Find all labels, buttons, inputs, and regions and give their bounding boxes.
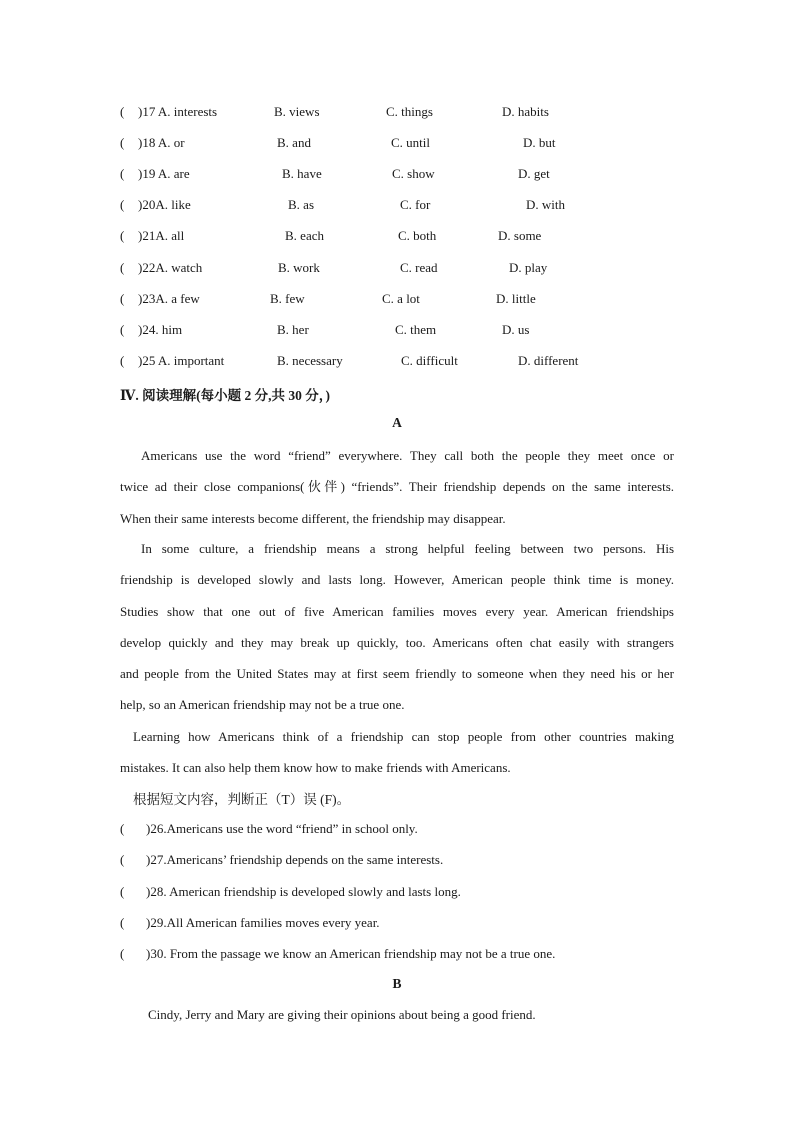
question-row-23 [120, 290, 600, 308]
answer-paren: ( [120, 228, 125, 243]
text-line: develop quickly and they may break up quickly, too. Americans often chat easily with strangers [120, 634, 674, 650]
answer-paren: ( [120, 821, 125, 836]
option-d: D. but [523, 135, 556, 150]
option-a: )24. him [138, 322, 183, 337]
answer-paren: ( [120, 852, 125, 867]
text-line: Learning how Americans think of a friendship can stop people from other countries making [133, 729, 674, 744]
option-b: B. and [277, 135, 311, 150]
option-a: )25 A. important [138, 353, 225, 368]
passage-a-paragraph-1 [120, 440, 674, 534]
option-d: D. us [502, 322, 530, 337]
passage-a-paragraph-3 [120, 721, 674, 784]
question-row-22 [120, 259, 600, 277]
option-b: B. have [282, 166, 322, 181]
question-row-19 [120, 165, 600, 183]
option-c: C. things [386, 104, 433, 119]
answer-paren: ( [120, 946, 125, 961]
option-a: )20A. like [138, 197, 191, 212]
option-b: B. few [270, 291, 305, 306]
option-c: C. a lot [382, 291, 420, 306]
option-a: )23A. a few [138, 291, 200, 306]
option-d: D. get [518, 166, 550, 181]
option-a: )18 A. or [138, 135, 185, 150]
option-d: D. habits [502, 104, 549, 119]
statement: )28. American friendship is developed slowly and lasts long. [146, 884, 461, 899]
question-row-21 [120, 227, 600, 245]
passage-b-heading: B [392, 976, 402, 991]
option-c: C. difficult [401, 353, 458, 368]
statement: )29.All American families moves every year. [146, 915, 380, 930]
option-b: B. necessary [277, 353, 343, 368]
text-line: friendship is developed slowly and lasts long. However, American people think time is money. [120, 572, 674, 588]
passage-b-intro: Cindy, Jerry and Mary are giving their opinions about being a good friend. [148, 1007, 536, 1022]
answer-paren: ( [120, 884, 125, 899]
text-line: In some culture, a friendship means a strong helpful feeling between two persons. His [141, 541, 674, 556]
true-false-instruction: 根据短文内容，判断正（T）误 (F)。 [133, 792, 351, 807]
answer-paren: ( [120, 260, 125, 275]
answer-paren: ( [120, 322, 125, 337]
question-row-18 [120, 134, 600, 152]
option-c: C. for [400, 197, 431, 212]
option-a: )17 A. interests [138, 104, 218, 119]
option-b: B. each [285, 228, 324, 243]
option-a: )21A. all [138, 228, 185, 243]
passage-a-paragraph-2 [120, 533, 674, 721]
option-b: B. work [278, 260, 320, 275]
option-d: D. play [509, 260, 548, 275]
answer-paren: ( [120, 915, 125, 930]
question-row-20 [120, 196, 600, 214]
option-c: C. them [395, 322, 437, 337]
answer-paren: ( [120, 197, 125, 212]
option-c: C. show [392, 166, 435, 181]
answer-paren: ( [120, 353, 125, 368]
text-line: help, so an American friendship may not be a true one. [120, 697, 405, 713]
text-line: twice ad their close companions(伙伴) “friends”. Their friendship depends on the same interests. [120, 479, 674, 495]
option-d: D. different [518, 353, 579, 368]
option-a: )19 A. are [138, 166, 190, 181]
statement: )26.Americans use the word “friend” in school only. [146, 821, 418, 836]
answer-paren: ( [120, 291, 125, 306]
answer-paren: ( [120, 166, 125, 181]
question-row-17 [120, 103, 600, 121]
text-line: mistakes. It can also help them know how to make friends with Americans. [120, 760, 511, 776]
text-line: When their same interests become different, the friendship may disappear. [120, 510, 506, 526]
text-line: and people from the United States may at first seem friendly to someone when they need his or her [120, 666, 674, 682]
option-b: B. her [277, 322, 309, 337]
statement: )30. From the passage we know an American friendship may not be a true one. [146, 946, 556, 961]
question-row-24 [120, 321, 600, 339]
answer-paren: ( [120, 135, 125, 150]
section-title: Ⅳ. 阅读理解(每小题 2 分,共 30 分，) [120, 388, 330, 403]
text-line: Studies show that one out of five American families moves every year. American friendships [120, 603, 674, 619]
statement: )27.Americans’ friendship depends on the same interests. [146, 852, 444, 867]
option-d: D. with [526, 197, 565, 212]
option-c: C. until [391, 135, 431, 150]
option-d: D. little [496, 291, 536, 306]
option-c: C. both [398, 228, 437, 243]
option-d: D. some [498, 228, 542, 243]
option-a: )22A. watch [138, 260, 203, 275]
text-line: Americans use the word “friend” everywhere. They call both the people they meet once or [141, 448, 674, 463]
passage-a-heading: A [392, 415, 402, 430]
option-b: B. views [274, 104, 320, 119]
question-row-25 [120, 352, 600, 370]
option-b: B. as [288, 197, 314, 212]
answer-paren: ( [120, 104, 125, 119]
option-c: C. read [400, 260, 438, 275]
